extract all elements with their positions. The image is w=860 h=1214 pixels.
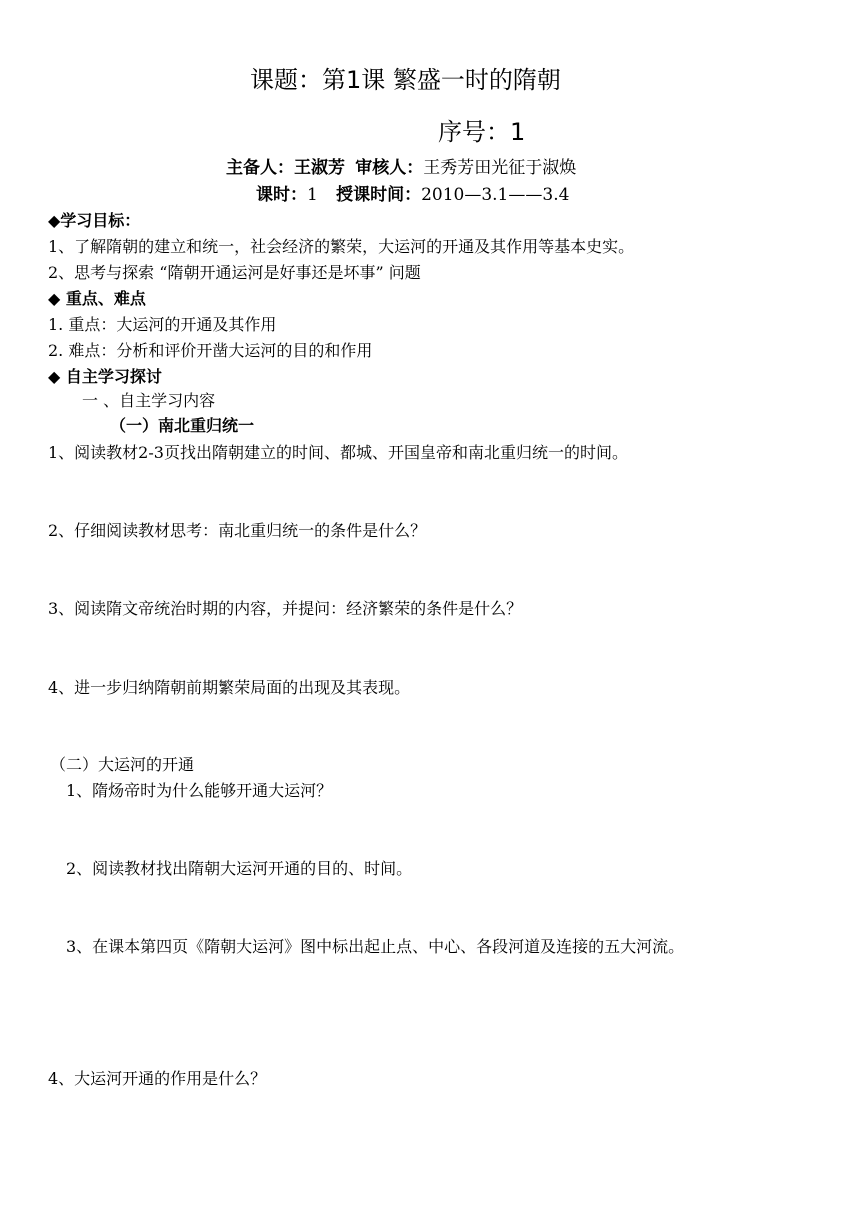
part1-question: 2、仔细阅读教材思考：南北重归统一的条件是什么？	[48, 521, 427, 540]
serial-number: 序号：1	[438, 118, 526, 146]
reviewer-label: 审核人：	[355, 158, 424, 178]
part1-question: 3、阅读隋文帝统治时期的内容，并提问：经济繁荣的条件是什么？	[48, 599, 523, 618]
hours-label: 课时：	[256, 185, 307, 205]
self-study-subheading: 一 、自主学习内容	[82, 391, 216, 410]
part1-question: 1、阅读教材2-3页找出隋朝建立的时间、都城、开国皇帝和南北重归统一的时间。	[48, 443, 628, 462]
objectives-heading: ◆学习目标：	[48, 211, 141, 230]
objective-item: 2、思考与探索 “隋朝开通运河是好事还是坏事” 问题	[48, 263, 421, 282]
key-points-heading: ◆ 重点、难点	[48, 289, 146, 308]
hours-value: 1	[307, 185, 318, 205]
preparer-label: 主备人：王淑芳	[226, 158, 345, 178]
part1-question: 4、进一步归纳隋朝前期繁荣局面的出现及其表现。	[48, 678, 411, 697]
part2-question: 2、阅读教材找出隋朝大运河开通的目的、时间。	[66, 859, 413, 878]
schedule-line	[256, 180, 569, 205]
part2-question: 1、隋炀帝时为什么能够开通大运河？	[66, 781, 333, 800]
objective-item: 1、了解隋朝的建立和统一，社会经济的繁荣，大运河的开通及其作用等基本史实。	[48, 237, 635, 256]
part1-heading: （一）南北重归统一	[110, 416, 255, 435]
key-point-item: 2. 难点：分析和评价开凿大运河的目的和作用	[48, 341, 373, 360]
part2-heading: （二）大运河的开通	[50, 755, 195, 774]
part2-question: 4、大运河开通的作用是什么？	[48, 1069, 267, 1088]
self-study-heading: ◆ 自主学习探讨	[48, 367, 162, 386]
teach-time-label: 授课时间：	[336, 185, 422, 205]
teach-time-value: 2010—3.1——3.4	[421, 185, 570, 205]
reviewer-names: 王秀芳田光征于淑焕	[423, 158, 577, 178]
page-title: 课题：第1课 繁盛一时的隋朝	[250, 66, 561, 94]
preparer-line	[226, 153, 576, 178]
part2-question: 3、在课本第四页《隋朝大运河》图中标出起止点、中心、各段河道及连接的五大河流。	[66, 937, 685, 956]
key-point-item: 1. 重点：大运河的开通及其作用	[48, 315, 277, 334]
